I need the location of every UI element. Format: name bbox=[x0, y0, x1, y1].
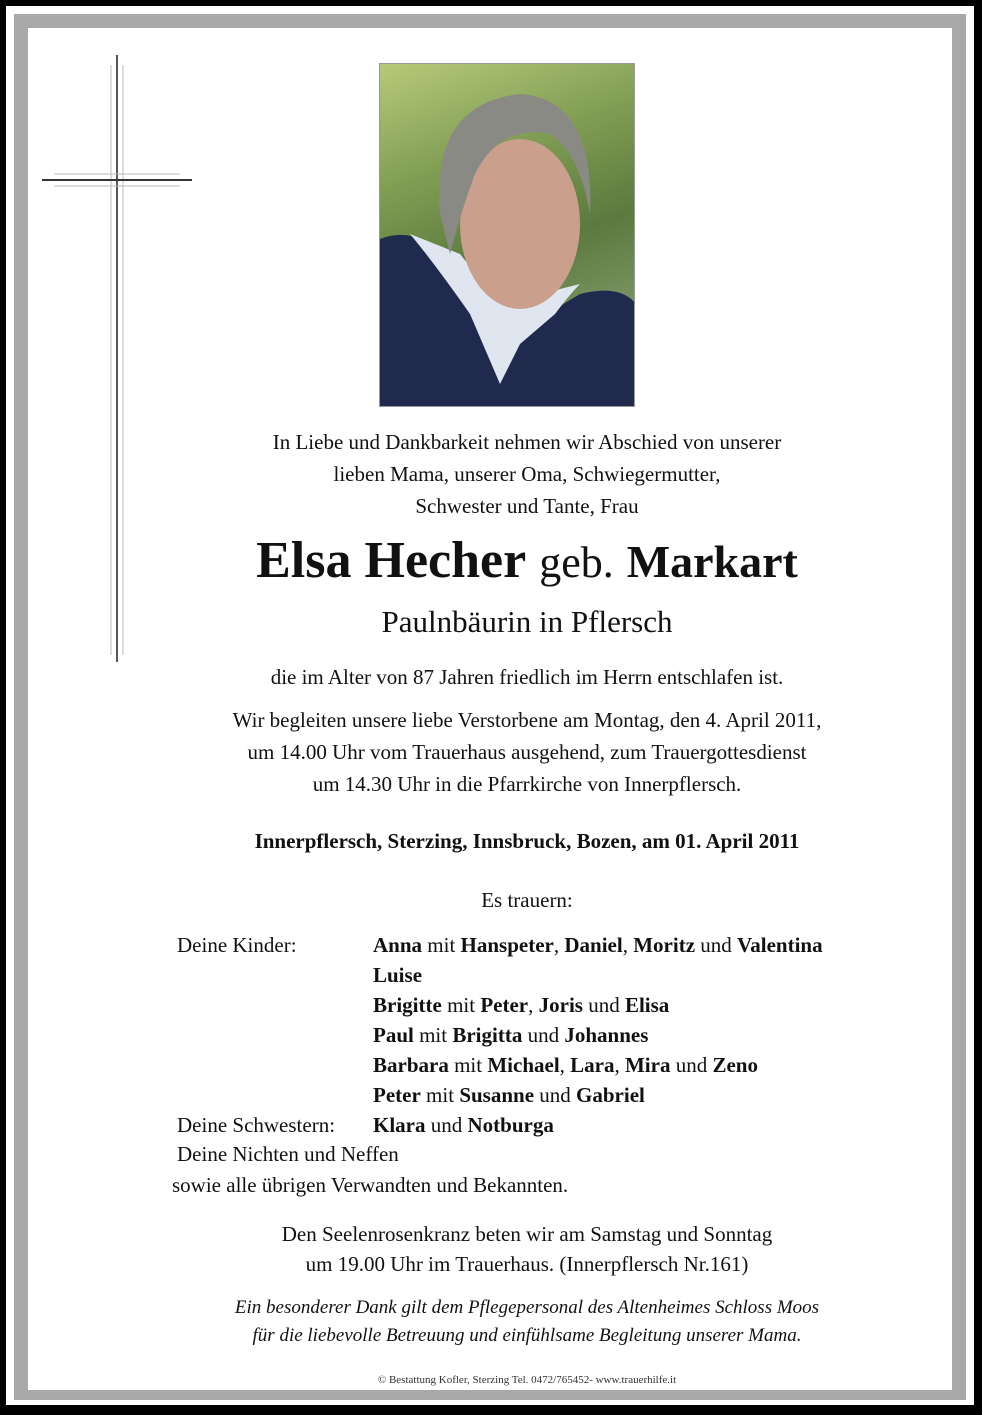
funeral-line: um 14.30 Uhr in die Pfarrkirche von Innerpflersch. bbox=[312, 772, 742, 796]
kinder-line: Brigitte mit Peter, Joris und Elisa bbox=[373, 993, 670, 1017]
rosary-line: um 19.00 Uhr im Trauerhaus. (Innerpflersch Nr.161) bbox=[305, 1252, 749, 1276]
intro-line: lieben Mama, unserer Oma, Schwiegermutter, bbox=[333, 462, 721, 486]
verwandte-line: sowie alle übrigen Verwandten und Bekannten. bbox=[172, 1173, 569, 1197]
rosary-line: Den Seelenrosenkranz beten wir am Samstag und Sonntag bbox=[281, 1222, 773, 1246]
name-first: Elsa Hecher bbox=[256, 532, 527, 589]
schwestern-names: Klara und Notburga bbox=[373, 1113, 554, 1137]
schwestern-label: Deine Schwestern: bbox=[177, 1113, 336, 1137]
funeral-line: Wir begleiten unsere liebe Verstorbene am Montag, den 4. April 2011, bbox=[232, 708, 822, 732]
age-line: die im Alter von 87 Jahren friedlich im Herrn entschlafen ist. bbox=[270, 665, 784, 689]
portrait-photo bbox=[379, 63, 635, 407]
name-maiden: Markart bbox=[626, 536, 798, 587]
mourners-heading: Es trauern: bbox=[481, 888, 573, 912]
deceased-name bbox=[140, 530, 914, 594]
kinder-line: Paul mit Brigitta und Johannes bbox=[373, 1023, 649, 1047]
footer-credit: © Bestattung Kofler, Sterzing Tel. 0472/765452- www.trauerhilfe.it bbox=[377, 1374, 677, 1386]
nichten-line: Deine Nichten und Neffen bbox=[177, 1142, 399, 1166]
thanks-line: für die liebevolle Betreuung und einfühlsame Begleitung unserer Mama. bbox=[252, 1325, 802, 1346]
intro-line: In Liebe und Dankbarkeit nehmen wir Abschied von unserer bbox=[272, 430, 782, 454]
place-date: Innerpflersch, Sterzing, Innsbruck, Bozen, am 01. April 2011 bbox=[254, 829, 800, 853]
subtitle: Paulnbäurin in Pflersch bbox=[381, 604, 673, 639]
name-geb: geb. bbox=[539, 538, 614, 587]
kinder-line: Peter mit Susanne und Gabriel bbox=[373, 1083, 645, 1107]
kinder-label: Deine Kinder: bbox=[177, 933, 297, 957]
kinder-line: Barbara mit Michael, Lara, Mira und Zeno bbox=[373, 1053, 758, 1077]
intro-line: Schwester und Tante, Frau bbox=[415, 494, 639, 518]
portrait-image bbox=[380, 64, 635, 407]
kinder-line: Luise bbox=[373, 963, 423, 987]
thanks-line: Ein besonderer Dank gilt dem Pflegepersonal des Altenheimes Schloss Moos bbox=[234, 1297, 820, 1318]
kinder-line: Anna mit Hanspeter, Daniel, Moritz und Valentina bbox=[373, 933, 823, 957]
funeral-line: um 14.00 Uhr vom Trauerhaus ausgehend, zum Trauergottesdienst bbox=[247, 740, 807, 764]
